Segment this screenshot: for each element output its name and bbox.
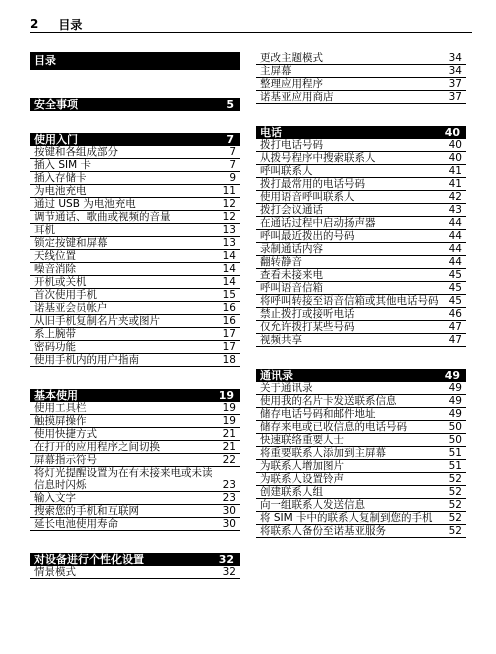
toc-entry-title: 整理应用程序 — [260, 78, 323, 90]
toc-entry-page: 41 — [448, 178, 462, 190]
toc-entry-title: 为电池充电 — [34, 185, 87, 197]
section-title: 基本使用 — [34, 389, 78, 402]
section-page: 19 — [218, 389, 234, 402]
toc-section-heading[interactable] — [30, 389, 240, 402]
section-page: 40 — [444, 126, 460, 139]
toc-entry-page: 37 — [448, 91, 462, 103]
toc-entry[interactable] — [30, 276, 240, 289]
toc-entry-title: 密码功能 — [34, 341, 76, 353]
toc-entry-page: 17 — [222, 341, 236, 353]
toc-entry-title: 主屏幕 — [260, 65, 292, 77]
toc-entry-page: 47 — [448, 321, 462, 333]
toc-entry-page: 40 — [448, 152, 462, 164]
toc-entry-title: 使用快捷方式 — [34, 428, 97, 440]
toc-entry-title: 锁定按键和屏幕 — [34, 237, 108, 249]
toc-entry-page: 41 — [448, 165, 462, 177]
toc-entry-page: 30 — [222, 505, 236, 517]
toc-entry[interactable] — [30, 146, 240, 159]
toc-entry-title: 拨打会议通话 — [260, 204, 323, 216]
toc-entry-page: 46 — [448, 308, 462, 320]
toc-entry-page: 44 — [448, 256, 462, 268]
toc-entry-title: 触摸屏操作 — [34, 415, 87, 427]
toc-entry-page: 19 — [222, 415, 236, 427]
section-title: 安全事项 — [34, 98, 78, 111]
toc-entry-page: 21 — [222, 428, 236, 440]
toc-heading: 目录 — [30, 52, 240, 70]
toc-entry[interactable] — [30, 159, 240, 172]
toc-entry[interactable] — [256, 217, 466, 230]
toc-entry-title: 天线位置 — [34, 250, 76, 262]
toc-entry-title: 在打开的应用程序之间切换 — [34, 441, 160, 453]
toc-entry-title: 禁止拨打或接听电话 — [260, 308, 355, 320]
section-gap — [30, 111, 240, 133]
left-column — [30, 52, 240, 579]
toc-entry-page: 16 — [222, 302, 236, 314]
toc-entry[interactable] — [30, 518, 240, 531]
toc-entry-title: 使用工具栏 — [34, 402, 87, 414]
section-page: 5 — [226, 98, 234, 111]
toc-entry[interactable] — [256, 486, 466, 499]
toc-entry-page: 14 — [222, 250, 236, 262]
toc-entry-page: 19 — [222, 402, 236, 414]
toc-entry-title: 查看未接来电 — [260, 269, 323, 281]
toc-entry[interactable] — [30, 302, 240, 315]
toc-entry-title: 输入文字 — [34, 492, 76, 504]
toc-entry-page: 32 — [222, 566, 236, 578]
toc-entry[interactable] — [256, 434, 466, 447]
section-page: 32 — [218, 553, 234, 566]
toc-entry[interactable] — [256, 256, 466, 269]
toc-entry-title: 呼叫语音信箱 — [260, 282, 323, 294]
toc-entry-page: 34 — [448, 52, 462, 64]
toc-entry-title: 翻转静音 — [260, 256, 302, 268]
toc-entry-title: 仅允许拨打某些号码 — [260, 321, 355, 333]
toc-entry-title: 录制通话内容 — [260, 243, 323, 255]
toc-entry[interactable] — [256, 499, 466, 512]
toc-entry-page: 45 — [448, 295, 462, 307]
toc-entry-page: 15 — [222, 289, 236, 301]
toc-entry-title: 呼叫联系人 — [260, 165, 313, 177]
toc-entry-page: 18 — [222, 354, 236, 366]
toc-entry-page: 44 — [448, 217, 462, 229]
toc-entry[interactable] — [30, 185, 240, 198]
toc-entry-title: 快速联络重要人士 — [260, 434, 344, 446]
toc-entry[interactable] — [256, 295, 466, 308]
toc-entry-title: 系上腕带 — [34, 328, 76, 340]
section-title: 通讯录 — [260, 369, 293, 382]
toc-entry[interactable] — [30, 441, 240, 454]
toc-entry-page: 52 — [448, 512, 462, 524]
toc-entry-title: 搜索您的手机和互联网 — [34, 505, 139, 517]
toc-entry-page: 52 — [448, 486, 462, 498]
toc-entry-title: 从拨号程序中搜索联系人 — [260, 152, 376, 164]
toc-entry-title: 通过 USB 为电池充电 — [34, 198, 136, 210]
toc-entry-page: 13 — [222, 237, 236, 249]
toc-entry-title: 储存来电或已收信息的电话号码 — [260, 421, 407, 433]
toc-entry[interactable] — [256, 282, 466, 295]
toc-entry[interactable] — [30, 428, 240, 441]
toc-entry-page: 9 — [229, 172, 236, 184]
toc-entry[interactable] — [256, 447, 466, 460]
toc-entry[interactable] — [30, 415, 240, 428]
toc-entry-page: 17 — [222, 328, 236, 340]
toc-entry-title: 储存电话号码和邮件地址 — [260, 408, 376, 420]
toc-entry-title: 开机或关机 — [34, 276, 87, 288]
toc-entry[interactable] — [256, 408, 466, 421]
toc-entry-title: 呼叫最近拨出的号码 — [260, 230, 355, 242]
section-gap — [256, 347, 466, 369]
toc-entry[interactable] — [256, 395, 466, 408]
toc-entry[interactable] — [256, 243, 466, 256]
toc-entry-page: 49 — [448, 395, 462, 407]
toc-entry-title: 插入 SIM 卡 — [34, 159, 91, 171]
toc-entry-page: 12 — [222, 198, 236, 210]
toc-entry-page: 22 — [222, 454, 236, 466]
toc-entry-title: 诺基亚会员帐户 — [34, 302, 108, 314]
toc-entry-title: 延长电池使用寿命 — [34, 518, 118, 530]
toc-entry[interactable] — [256, 321, 466, 334]
toc-entry-page: 30 — [222, 518, 236, 530]
toc-entry[interactable] — [256, 230, 466, 243]
toc-entry[interactable] — [30, 289, 240, 302]
toc-entry-page: 21 — [222, 441, 236, 453]
toc-entry-title: 拨打电话号码 — [260, 139, 323, 151]
toc-entry-page: 45 — [448, 282, 462, 294]
toc-entry-page: 12 — [222, 211, 236, 223]
toc-entry-page: 52 — [448, 525, 462, 537]
toc-entry-title: 将灯光提醒设置为在有未接来电或未读信息时闪烁 — [34, 467, 213, 491]
toc-entry-title: 使用我的名片卡发送联系信息 — [260, 395, 397, 407]
toc-entry-page: 13 — [222, 224, 236, 236]
toc-entry-title: 诺基亚应用商店 — [260, 91, 334, 103]
toc-section-heading[interactable] — [30, 553, 240, 566]
toc-entry[interactable] — [30, 315, 240, 328]
toc-entry-title: 向一组联系人发送信息 — [260, 499, 365, 511]
toc-section-heading[interactable] — [256, 369, 466, 382]
toc-entry[interactable] — [256, 191, 466, 204]
toc-entry-title: 将 SIM 卡中的联系人复制到您的手机 — [260, 512, 433, 524]
toc-entry[interactable] — [30, 402, 240, 415]
toc-entry-page: 50 — [448, 421, 462, 433]
toc-entry-page: 50 — [448, 434, 462, 446]
toc-entry[interactable] — [256, 204, 466, 217]
toc-entry-page: 37 — [448, 78, 462, 90]
toc-entry-title: 关于通讯录 — [260, 382, 313, 394]
toc-entry-page: 44 — [448, 230, 462, 242]
toc-entry[interactable] — [256, 269, 466, 282]
toc-entry[interactable] — [30, 492, 240, 505]
toc-entry[interactable] — [256, 308, 466, 321]
toc-entry-page: 49 — [448, 408, 462, 420]
toc-entry[interactable] — [256, 139, 466, 152]
toc-entry-title: 更改主题模式 — [260, 52, 323, 64]
page-header — [30, 16, 472, 33]
section-page: 7 — [226, 133, 234, 146]
toc-entry[interactable] — [256, 178, 466, 191]
page-title: 目录 — [58, 17, 83, 32]
toc-entry[interactable] — [256, 512, 466, 525]
toc-entry-page: 44 — [448, 243, 462, 255]
toc-entry-title: 将联系人备份至诺基亚服务 — [260, 525, 386, 537]
toc-entry[interactable] — [30, 211, 240, 224]
toc-entry-page: 14 — [222, 276, 236, 288]
toc-entry[interactable] — [30, 454, 240, 467]
toc-entry[interactable] — [30, 328, 240, 341]
toc-entry-page: 16 — [222, 315, 236, 327]
toc-entry-title: 从旧手机复制名片夹或图片 — [34, 315, 160, 327]
toc-entry-page: 7 — [229, 146, 236, 158]
toc-entry[interactable] — [256, 473, 466, 486]
toc-entry-title: 插入存储卡 — [34, 172, 87, 184]
toc-entry-title: 按键和各组成部分 — [34, 146, 118, 158]
toc-entry[interactable] — [30, 198, 240, 211]
toc-entry-page: 42 — [448, 191, 462, 203]
right-column — [256, 52, 466, 538]
toc-entry[interactable] — [30, 263, 240, 276]
toc-entry-title: 屏幕指示符号 — [34, 454, 97, 466]
toc-entry-page: 47 — [448, 334, 462, 346]
section-gap — [30, 70, 240, 98]
toc-entry[interactable] — [256, 334, 466, 347]
toc-entry-title: 首次使用手机 — [34, 289, 97, 301]
toc-entry[interactable] — [256, 460, 466, 473]
toc-entry-page: 43 — [448, 204, 462, 216]
toc-entry-page: 40 — [448, 139, 462, 151]
toc-entry-title: 将呼叫转接至语音信箱或其他电话号码 — [260, 295, 439, 307]
toc-entry[interactable] — [30, 505, 240, 518]
toc-entry-title: 情景模式 — [34, 566, 76, 578]
toc-entry-title: 为联系人增加图片 — [260, 460, 344, 472]
section-title: 对设备进行个性化设置 — [34, 553, 144, 566]
toc-section-heading[interactable] — [30, 98, 240, 111]
toc-entry-title: 调节通话、歌曲或视频的音量 — [34, 211, 171, 223]
toc-entry[interactable] — [30, 172, 240, 185]
toc-entry-page: 51 — [448, 460, 462, 472]
toc-entry-page: 11 — [222, 185, 236, 197]
toc-entry-page: 45 — [448, 269, 462, 281]
toc-entry[interactable] — [30, 250, 240, 263]
toc-entry-page: 52 — [448, 499, 462, 511]
toc-entry-page: 14 — [222, 263, 236, 275]
section-gap — [30, 531, 240, 553]
toc-entry[interactable] — [256, 165, 466, 178]
toc-entry[interactable] — [256, 382, 466, 395]
toc-entry-title: 使用语音呼叫联系人 — [260, 191, 355, 203]
section-gap — [30, 367, 240, 389]
toc-entry[interactable] — [30, 224, 240, 237]
toc-entry-page: 51 — [448, 447, 462, 459]
section-page: 49 — [444, 369, 460, 382]
toc-entry-page: 52 — [448, 473, 462, 485]
toc-entry-title: 将重要联系人添加到主屏幕 — [260, 447, 386, 459]
toc-entry[interactable] — [30, 566, 240, 579]
toc-entry[interactable] — [30, 237, 240, 250]
toc-entry-page: 34 — [448, 65, 462, 77]
toc-entry[interactable] — [256, 52, 466, 65]
toc-section-heading[interactable] — [30, 133, 240, 146]
toc-entry-page: 23 — [222, 492, 236, 504]
toc-entry-title: 在通话过程中启动扬声器 — [260, 217, 376, 229]
toc-entry[interactable] — [256, 65, 466, 78]
toc-entry[interactable] — [256, 152, 466, 165]
toc-entry-title: 视频共享 — [260, 334, 302, 346]
section-title: 使用入门 — [34, 133, 78, 146]
toc-entry-title: 噪音消除 — [34, 263, 76, 275]
page-number: 2 — [30, 17, 39, 31]
section-gap — [256, 104, 466, 126]
toc-entry[interactable] — [30, 467, 240, 492]
toc-entry-title: 拨打最常用的电话号码 — [260, 178, 365, 190]
toc-entry[interactable] — [30, 354, 240, 367]
toc-entry-page: 23 — [222, 479, 236, 491]
toc-entry-title: 使用手机内的用户指南 — [34, 354, 139, 366]
toc-entry[interactable] — [256, 78, 466, 91]
toc-entry-title: 为联系人设置铃声 — [260, 473, 344, 485]
toc-entry[interactable] — [256, 421, 466, 434]
section-title: 电话 — [260, 126, 282, 139]
toc-entry[interactable] — [30, 341, 240, 354]
toc-entry-page: 7 — [229, 159, 236, 171]
toc-entry-title: 创建联系人组 — [260, 486, 323, 498]
toc-entry[interactable] — [256, 525, 466, 538]
toc-entry-title: 耳机 — [34, 224, 55, 236]
toc-entry-page: 49 — [448, 382, 462, 394]
toc-section-heading[interactable] — [256, 126, 466, 139]
toc-entry[interactable] — [256, 91, 466, 104]
